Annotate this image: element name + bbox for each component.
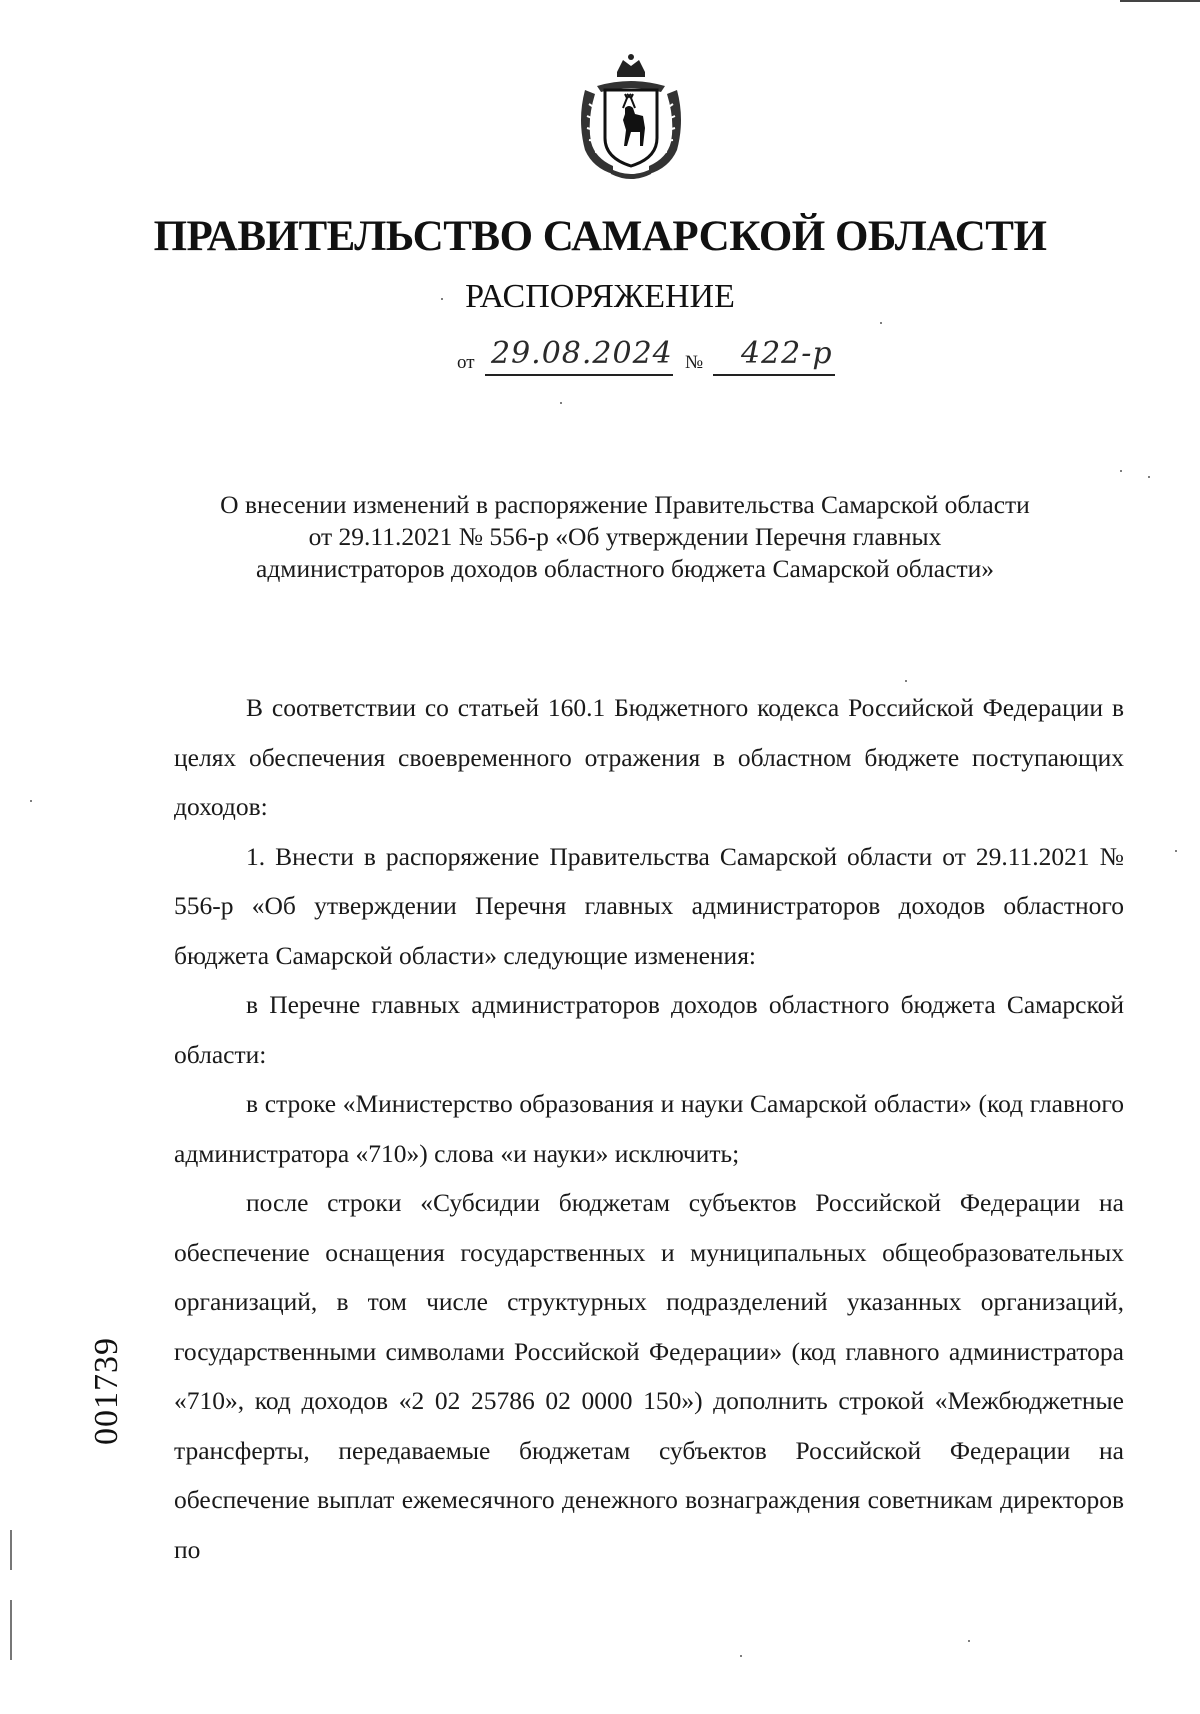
body-paragraph: 1. Внести в распоряжение Правительства Самарской области от 29.11.2021 № 556-р «Об утверждении Перечня главных администраторов доходов областного бюджета Самарской области» следующие изменения: <box>174 841 1124 970</box>
date-number-line <box>455 336 855 382</box>
scan-edge-mark <box>10 1600 12 1660</box>
subject-line: администраторов доходов областного бюджета Самарской области» <box>256 554 994 583</box>
subject-line: О внесении изменений в распоряжение Правительства Самарской области <box>220 490 1030 519</box>
scan-speck <box>968 1640 970 1642</box>
date-prefix: от <box>457 352 475 373</box>
scan-speck <box>1148 476 1150 478</box>
scan-speck <box>905 680 907 682</box>
document-body <box>174 683 1124 1574</box>
document-subject <box>150 489 1100 585</box>
handwritten-date: 29.08.2024 <box>491 336 673 371</box>
number-underline <box>713 374 835 376</box>
body-paragraph: В соответствии со статьей 160.1 Бюджетного кодекса Российской Федерации в целях обеспечения своевременного отражения в областном бюджете поступающих доходов: <box>174 693 1124 821</box>
scan-speck <box>880 322 882 324</box>
government-title: ПРАВИТЕЛЬСТВО САМАРСКОЙ ОБЛАСТИ <box>153 213 1047 260</box>
body-paragraph: в Перечне главных администраторов доходов областного бюджета Самарской области: <box>174 990 1124 1069</box>
handwritten-number: 422-р <box>741 336 833 371</box>
scan-speck <box>1175 850 1177 852</box>
body-paragraph: после строки «Субсидии бюджетам субъектов Российской Федерации на обеспечение оснащения государственных и муниципальных общеобразовательных организаций, в том числе структурных подразделений указанных организаций, государственными символами Российской Федерации» (код главного администратора «710», код доходов «2 02 25786 02 0000 150») дополнить строкой «Межбюджетные трансферты, передаваемые бюджетам субъектов Российской Федерации на обеспечение выплат ежемесячного денежного вознаграждения советникам директоров по <box>174 1188 1124 1564</box>
scan-edge-mark <box>10 1530 12 1570</box>
scan-speck <box>560 402 562 404</box>
scan-speck <box>740 1655 742 1657</box>
scan-speck <box>30 800 32 802</box>
scan-speck <box>441 298 443 300</box>
body-paragraph: в строке «Министерство образования и науки Самарской области» (код главного администратора «710») слова «и науки» исключить; <box>174 1089 1124 1168</box>
date-underline <box>485 374 673 376</box>
margin-registration-number: 001739 <box>88 1337 125 1445</box>
samara-coat-of-arms-icon <box>573 50 689 182</box>
document-type: РАСПОРЯЖЕНИЕ <box>465 278 735 315</box>
subject-line: от 29.11.2021 № 556-р «Об утверждении Перечня главных <box>308 522 942 551</box>
scan-speck <box>1120 470 1122 472</box>
top-edge-rule <box>1120 0 1200 2</box>
number-sign: № <box>685 352 704 373</box>
